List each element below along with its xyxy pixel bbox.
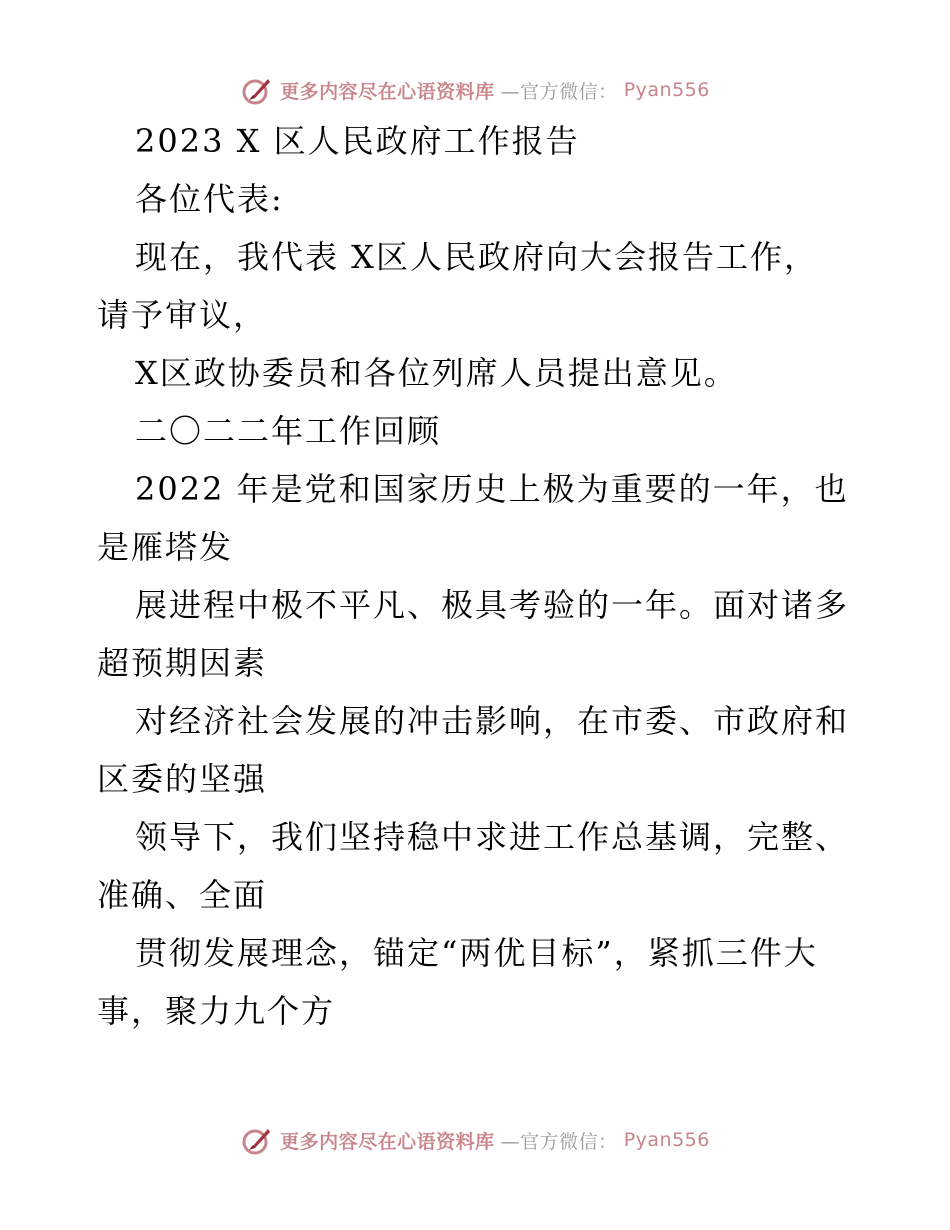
- document-line: 领导下，我们坚持稳中求进工作总基调，完整、: [135, 818, 850, 856]
- document-body: [97, 122, 867, 1053]
- document-line: 超预期因素: [97, 644, 268, 682]
- document-line: 事，聚力九个方: [97, 992, 336, 1030]
- document-line: 各位代表:: [135, 180, 284, 218]
- document-line: 2022 年是党和国家历史上极为重要的一年，也: [135, 470, 849, 508]
- document-line: 二〇二二年工作回顾: [135, 412, 442, 450]
- watermark-wechat-id: Pyan556: [623, 1129, 710, 1151]
- quill-logo-icon: [240, 73, 274, 107]
- watermark-sub-text: —官方微信：: [500, 80, 618, 103]
- document-line: 是雁塔发: [97, 528, 234, 566]
- header-watermark: [0, 70, 950, 110]
- document-line: 对经济社会发展的冲击影响，在市委、市政府和: [135, 702, 850, 740]
- watermark-wechat-id: Pyan556: [623, 79, 710, 101]
- document-line: 区委的坚强: [97, 760, 268, 798]
- footer-watermark: [0, 1120, 950, 1160]
- document-line: 2023 X 区人民政府工作报告: [135, 122, 580, 160]
- document-line: 现在，我代表 X区人民政府向大会报告工作，: [135, 238, 818, 276]
- document-line: 请予审议，: [97, 296, 268, 334]
- watermark-main-text: 更多内容尽在心语资料库: [280, 1130, 495, 1153]
- watermark-main-text: 更多内容尽在心语资料库: [280, 80, 495, 103]
- document-line: 准确、全面: [97, 876, 268, 914]
- quill-logo-icon: [240, 1123, 274, 1157]
- document-line: X区政协委员和各位列席人员提出意见。: [135, 354, 738, 392]
- document-line: 贯彻发展理念，锚定“两优目标”，紧抓三件大: [135, 934, 818, 972]
- document-line: 展进程中极不平凡、极具考验的一年。面对诸多: [135, 586, 850, 624]
- watermark-sub-text: —官方微信：: [500, 1130, 618, 1153]
